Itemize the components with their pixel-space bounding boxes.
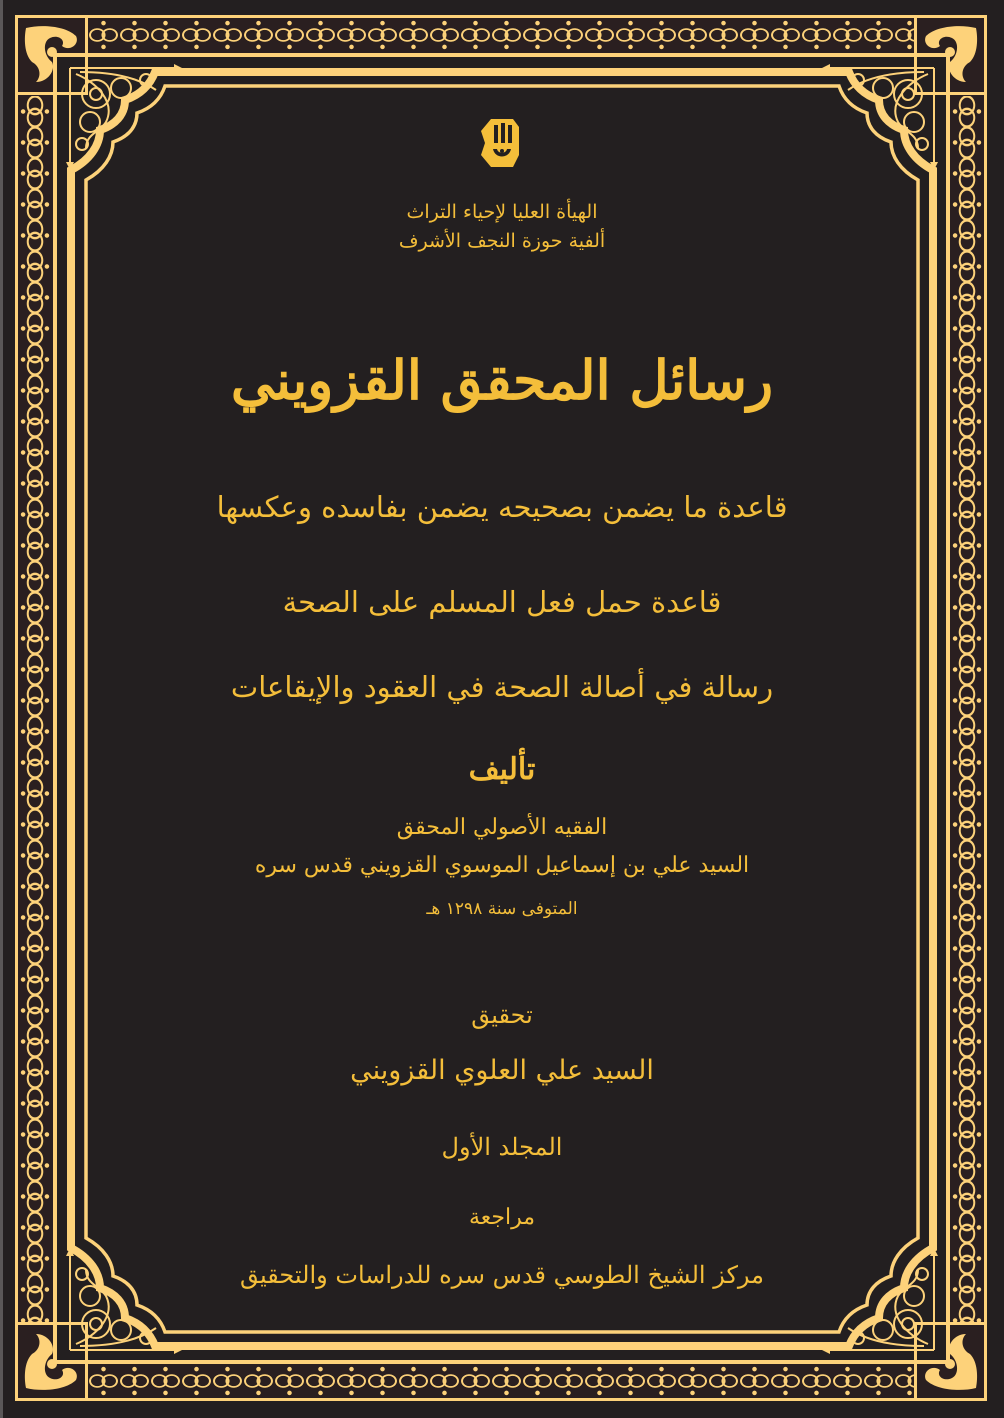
hand-emblem-logo: [477, 115, 527, 171]
authorship-label: تأليف: [468, 752, 536, 787]
book-title: رسائل المحقق القزويني: [230, 348, 774, 412]
cover-content: [95, 95, 909, 1323]
editing-label: تحقيق: [471, 1001, 533, 1029]
author-name: السيد علي بن إسماعيل الموسوي القزويني قدس سره: [254, 853, 750, 878]
reviewer-name: مركز الشيخ الطوسي قدس سره للدراسات والتحقيق: [240, 1261, 764, 1289]
volume-label: المجلد الأول: [441, 1133, 563, 1161]
author-epithet: الفقيه الأصولي المحقق: [396, 815, 608, 840]
review-label: مراجعة: [468, 1205, 536, 1230]
publisher-line-2: ألفية حوزة النجف الأشرف: [398, 230, 606, 252]
treatise-2: قاعدة حمل فعل المسلم على الصحة: [282, 585, 722, 619]
author-death-date: المتوفى سنة ١٢٩٨ هـ: [426, 899, 578, 919]
editor-name: السيد علي العلوي القزويني: [350, 1055, 654, 1086]
treatise-1: قاعدة ما يضمن بصحيحه يضمن بفاسده وعكسها: [216, 490, 788, 524]
publisher-line-1: الهيأة العليا لإحياء التراث: [406, 201, 598, 223]
treatise-3: رسالة في أصالة الصحة في العقود والإيقاعات: [230, 670, 774, 704]
